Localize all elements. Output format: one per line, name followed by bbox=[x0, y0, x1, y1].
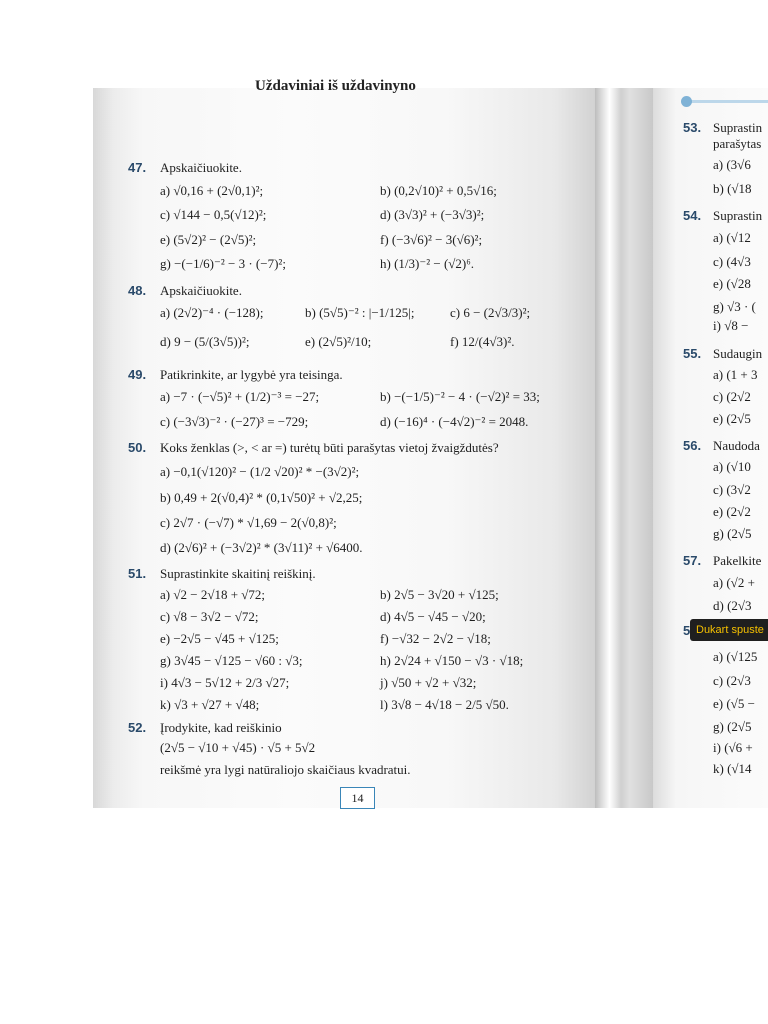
exercise-item: e) (2√5 bbox=[713, 411, 751, 426]
problem-number: 54. bbox=[683, 208, 702, 223]
problem-instruction: Įrodykite, kad reiškinio bbox=[160, 720, 282, 735]
exercise-item: c) 6 − (2√3/3)²; bbox=[450, 305, 531, 320]
tooltip: Dukart spuste bbox=[690, 619, 768, 641]
problem-number: 49. bbox=[128, 367, 147, 382]
exercise-item: reikšmė yra lygi natūraliojo skaičiaus kvadratui. bbox=[160, 762, 411, 777]
exercise-item: a) (√12 bbox=[713, 230, 751, 245]
exercise-item: j) √50 + √2 + √32; bbox=[380, 675, 477, 690]
exercise-item: e) (2√2 bbox=[713, 504, 751, 519]
exercise-item: e) (√28 bbox=[713, 276, 751, 291]
problem-number: 55. bbox=[683, 346, 702, 361]
exercise-item: i) 4√3 − 5√12 + 2/3 √27; bbox=[160, 675, 290, 690]
exercise-item: k) (√14 bbox=[713, 761, 752, 776]
exercise-item: k) √3 + √27 + √48; bbox=[160, 697, 260, 712]
problem-instruction: Sudaugin bbox=[713, 346, 763, 361]
problem-number: 50. bbox=[128, 440, 147, 455]
exercise-item: a) (1 + 3 bbox=[713, 367, 758, 382]
problem-number: 56. bbox=[683, 438, 702, 453]
exercise-item: b) 2√5 − 3√20 + √125; bbox=[380, 587, 499, 602]
exercise-item: d) (3√3)² + (−3√3)²; bbox=[380, 207, 485, 222]
page-slider-handle[interactable] bbox=[681, 96, 692, 107]
exercise-item: d) (−16)⁴ · (−4√2)⁻² = 2048. bbox=[380, 414, 529, 429]
exercise-item: c) √144 − 0,5(√12)²; bbox=[160, 207, 267, 222]
problem-number: 53. bbox=[683, 120, 702, 135]
exercise-item: g) (2√5 bbox=[713, 719, 752, 734]
exercise-item: a) (√2 + bbox=[713, 575, 755, 590]
exercise-item: c) 2√7 · (−√7) * √1,69 − 2(√0,8)²; bbox=[160, 515, 337, 530]
exercise-item: l) 3√8 − 4√18 − 2/5 √50. bbox=[380, 697, 509, 712]
page-title: Uždaviniai iš uždavinyno bbox=[255, 78, 416, 94]
problem-instruction: Suprastin bbox=[713, 208, 763, 223]
page-slider-track[interactable] bbox=[683, 100, 768, 103]
problem-number: 47. bbox=[128, 160, 147, 175]
page-number: 14 bbox=[340, 787, 375, 809]
exercise-item: e) (√5 − bbox=[713, 696, 755, 711]
exercise-item: h) 2√24 + √150 − √3 · √18; bbox=[380, 653, 524, 668]
exercise-item: c) (2√3 bbox=[713, 673, 751, 688]
exercise-item: b) (5√5)⁻² : |−1/125|; bbox=[305, 305, 415, 320]
exercise-item: (2√5 − √10 + √45) · √5 + 5√2 bbox=[160, 740, 316, 755]
exercise-item: c) (3√2 bbox=[713, 482, 751, 497]
exercise-item: b) (√18 bbox=[713, 181, 752, 196]
problem-instruction: Suprastinkite skaitinį reiškinį. bbox=[160, 566, 316, 581]
problem-instruction: Pakelkite bbox=[713, 553, 762, 568]
exercise-item: b) −(−1/5)⁻² − 4 · (−√2)² = 33; bbox=[380, 389, 540, 404]
problem-instruction: Patikrinkite, ar lygybė yra teisinga. bbox=[160, 367, 343, 382]
exercise-item: g) −(−1/6)⁻² − 3 · (−7)²; bbox=[160, 256, 286, 271]
exercise-item: d) (2√6)² + (−3√2)² * (3√11)² + √6400. bbox=[160, 540, 363, 555]
exercise-item: a) (3√6 bbox=[713, 157, 751, 172]
exercise-item: g) (2√5 bbox=[713, 526, 752, 541]
exercise-item: f) −√32 − 2√2 − √18; bbox=[380, 631, 491, 646]
exercise-item: a) −7 · (−√5)² + (1/2)⁻³ = −27; bbox=[160, 389, 320, 404]
exercise-item: d) 4√5 − √45 − √20; bbox=[380, 609, 486, 624]
exercise-item: b) (0,2√10)² + 0,5√16; bbox=[380, 183, 497, 198]
exercise-item: i) (√6 + bbox=[713, 740, 753, 755]
exercise-item: e) −2√5 − √45 + √125; bbox=[160, 631, 279, 646]
problem-instruction: Apskaičiuokite. bbox=[160, 160, 242, 175]
exercise-item: a) (√10 bbox=[713, 459, 751, 474]
problem-number: 52. bbox=[128, 720, 147, 735]
exercise-item: i) √8 − bbox=[713, 318, 749, 333]
problem-instruction: Apskaičiuokite. bbox=[160, 283, 242, 298]
exercise-item: c) (4√3 bbox=[713, 254, 751, 269]
problem-instruction: parašytas bbox=[713, 136, 762, 151]
book-gutter bbox=[595, 88, 653, 808]
exercise-item: d) 9 − (5/(3√5))²; bbox=[160, 334, 250, 349]
problem-number: 5 bbox=[683, 623, 691, 638]
exercise-item: g) √3 · ( bbox=[713, 299, 756, 314]
problem-number: 51. bbox=[128, 566, 147, 581]
problem-instruction: Koks ženklas (>, < ar =) turėtų būti parašytas vietoj žvaigždutės? bbox=[160, 440, 499, 455]
exercise-item: g) 3√45 − √125 − √60 : √3; bbox=[160, 653, 303, 668]
exercise-item: c) √8 − 3√2 − √72; bbox=[160, 609, 259, 624]
exercise-item: c) (2√2 bbox=[713, 389, 751, 404]
exercise-item: d) (2√3 bbox=[713, 598, 752, 613]
exercise-item: f) 12/(4√3)². bbox=[450, 334, 515, 349]
problem-instruction: Suprastin bbox=[713, 120, 763, 135]
exercise-item: h) (1/3)⁻² − (√2)⁶. bbox=[380, 256, 475, 271]
exercise-item: a) (√125 bbox=[713, 649, 758, 664]
exercise-item: c) (−3√3)⁻² · (−27)³ = −729; bbox=[160, 414, 309, 429]
exercise-item: a) √0,16 + (2√0,1)²; bbox=[160, 183, 264, 198]
problem-instruction: Naudoda bbox=[713, 438, 760, 453]
problem-number: 48. bbox=[128, 283, 147, 298]
problem-number: 57. bbox=[683, 553, 702, 568]
exercise-item: e) (2√5)²/10; bbox=[305, 334, 372, 349]
exercise-item: a) −0,1(√120)² − (1/2 √20)² * −(3√2)²; bbox=[160, 464, 360, 479]
exercise-item: e) (5√2)² − (2√5)²; bbox=[160, 232, 257, 247]
exercise-item: f) (−3√6)² − 3(√6)²; bbox=[380, 232, 483, 247]
exercise-item: b) 0,49 + 2(√0,4)² * (0,1√50)² + √2,25; bbox=[160, 490, 363, 505]
exercise-item: a) (2√2)⁻⁴ · (−128); bbox=[160, 305, 264, 320]
exercise-item: a) √2 − 2√18 + √72; bbox=[160, 587, 266, 602]
